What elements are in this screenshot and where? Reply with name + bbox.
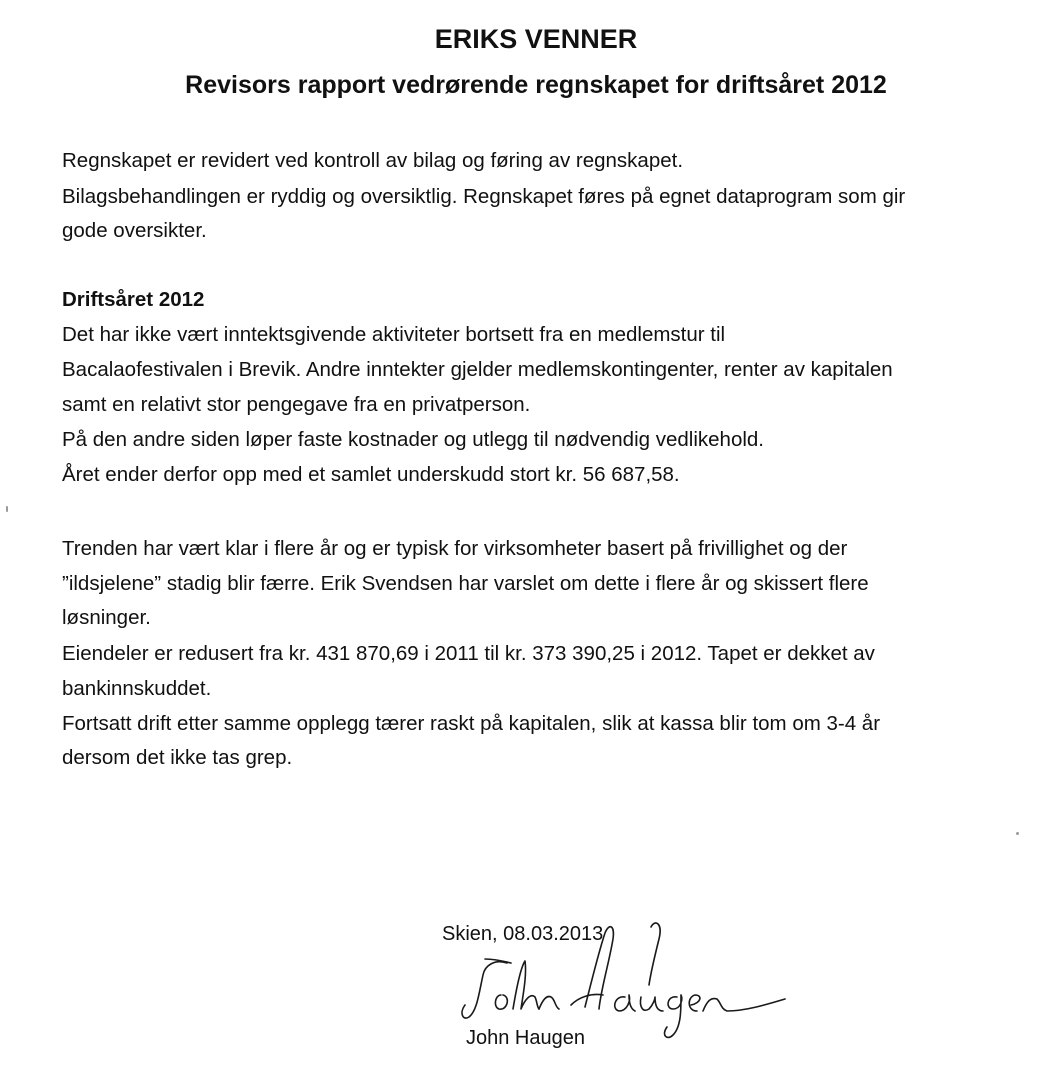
trend-line: Eiendeler er redusert fra kr. 431 870,69 i 2011 til kr. 373 390,25 i 2012. Tapet er dekket av [62,642,875,665]
place-date: Skien, 08.03.2013 [442,923,604,945]
intro-line: Bilagsbehandlingen er ryddig og oversiktlig. Regnskapet føres på egnet dataprogram som gir [62,185,906,208]
section-line: På den andre siden løper faste kostnader og utlegg til nødvendig vedlikehold. [62,428,765,451]
section-line: Bacalaofestivalen i Brevik. Andre inntekter gjelder medlemskontingenter, renter av kapitalen [62,358,893,381]
trend-line: dersom det ikke tas grep. [62,746,293,769]
section-line: Året ender derfor opp med et samlet underskudd stort kr. 56 687,58. [62,463,680,486]
section-line: Det har ikke vært inntektsgivende aktiviteter bortsett fra en medlemstur til [62,323,726,346]
section-heading: Driftsåret 2012 [62,288,205,311]
trend-line: bankinnskuddet. [62,677,212,700]
scan-speck [1016,832,1019,835]
section-line: samt en relativt stor pengegave fra en privatperson. [62,393,531,416]
trend-line: løsninger. [62,606,151,629]
signer-name: John Haugen [466,1027,585,1049]
intro-line: Regnskapet er revidert ved kontroll av bilag og føring av regnskapet. [62,149,684,172]
trend-line: Fortsatt drift etter samme opplegg tærer raskt på kapitalen, slik at kassa blir tom om 3-4 år [62,712,881,735]
document-title: ERIKS VENNER [434,24,638,54]
scan-speck [6,506,8,512]
trend-line: ”ildsjelene” stadig blir færre. Erik Svendsen har varslet om dette i flere år og skissert flere [62,572,869,595]
trend-line: Trenden har vært klar i flere år og er typisk for virksomheter basert på frivillighet og der [62,537,848,560]
intro-line: gode oversikter. [62,219,207,242]
document-subtitle: Revisors rapport vedrørende regnskapet for driftsåret 2012 [185,71,887,99]
